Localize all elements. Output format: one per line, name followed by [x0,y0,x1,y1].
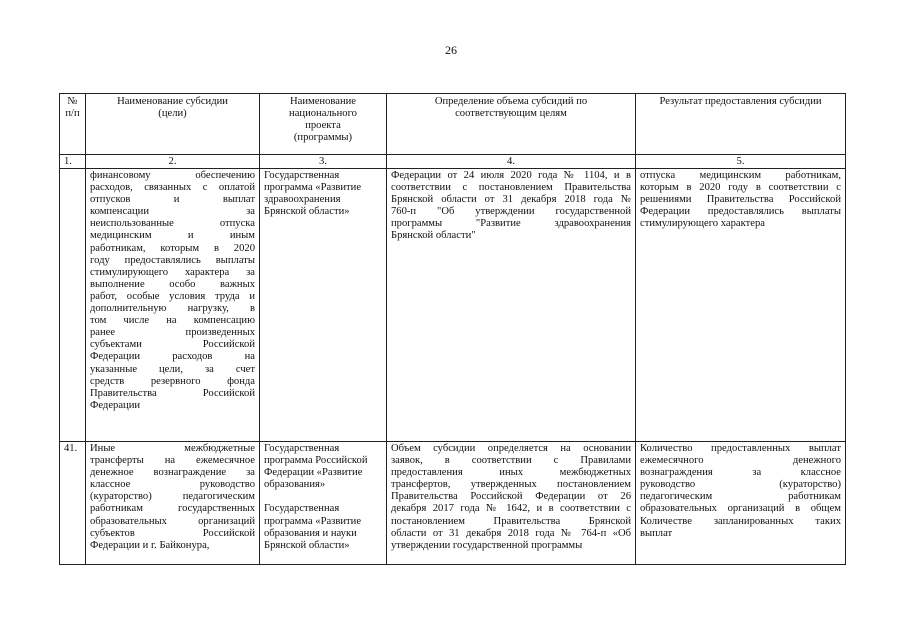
project-name-cell [260,442,387,565]
cell-text-line: субъектов Российской [90,527,255,539]
row-number: 41. [60,442,86,565]
header-project-name [260,94,387,155]
cell-text-line: заявок, в соответствии с Правилами [391,455,631,467]
cell-text-line: Брянской области от 31 декабря 2018 года № [391,194,631,206]
cell-text-line: программа Российской [264,455,368,467]
table-row [60,169,846,442]
cell-text-line: отпусков и выплат [90,194,255,206]
cell-text-line: том числе на компенсацию [90,315,255,327]
cell-text-line: соответствии с постановлением Правительства [391,182,631,194]
cell-text-line: образования и науки [264,527,357,539]
cell-text-line: области от 31 декабря 2018 года № 764-п «Об [391,527,631,539]
cell-text-line: неиспользованные отпуска [90,218,255,230]
column-number: 4. [387,155,636,169]
cell-text-line: расходов, связанных с оплатой [90,182,255,194]
header-text: Результат предоставления субсидии [659,96,822,107]
table-row [60,442,846,565]
cell-text-line: ранее произведенных [90,327,255,339]
project-name-cell [260,169,387,442]
cell-text-line: указанные цели, за счет [90,363,255,375]
column-number-row [60,155,846,169]
cell-text-line: образовательных организаций [90,515,255,527]
cell-text-line: выполнение особо важных [90,278,255,290]
cell-text-line: финансовому обеспечению [90,170,255,181]
cell-text-line: Федерации от 24 июля 2020 года № 1104, и в [391,170,631,181]
cell-text-line: субъектами Российской [90,339,255,351]
cell-text-line: здравоохранения [264,194,341,206]
header-number [60,94,86,155]
cell-text-line: программа «Развитие [264,182,362,194]
cell-text-line: трансфертов, утвержденных постановлением [391,479,631,491]
cell-text-line: выплат [640,527,673,539]
row-number [60,169,86,442]
cell-text-line: Количестве запланированных таких [640,515,841,527]
cell-text-line: руководство (кураторство) [640,479,841,491]
cell-text-line: постановлением Правительства Брянской [391,515,631,527]
subsidy-name-cell [86,442,260,565]
result-cell [636,442,846,565]
cell-text-line: Иные межбюджетные [90,443,255,454]
subsidy-name-cell [86,169,260,442]
header-subsidy-name [86,94,260,155]
cell-text-line: Правительства Российской [90,387,255,399]
cell-text-line: дополнительную нагрузку, в [90,303,255,315]
cell-text-line: средств резервного фонда [90,375,255,387]
page-number: 26 [445,43,457,57]
cell-text-line: денежное вознаграждение за [90,467,255,479]
cell-text-line: педагогическим работникам [640,491,841,503]
header-row [60,94,846,155]
cell-text-line: 760-п "Об утверждении государственной [391,206,631,218]
cell-text-line: Государственная [264,443,340,454]
cell-text-line: декабря 2017 года № 1642, и в соответствии с [391,503,631,515]
cell-text-line: Федерации предоставлялись выплаты [640,206,841,218]
header-text: № п/п [65,96,80,120]
cell-text-line: Государственная [264,170,340,181]
cell-text-line: Правительства Российской Федерации от 26 [391,491,631,503]
cell-text-line: стимулирующего характера за [90,266,255,278]
result-cell [636,169,846,442]
cell-text-line [264,491,382,503]
cell-text-line: предоставления иных межбюджетных [391,467,631,479]
volume-definition-cell [387,442,636,565]
header-text: Наименование субсидии (цели) [117,96,228,120]
cell-text-line: Количество предоставленных выплат [640,443,841,454]
header-result [636,94,846,155]
cell-text-line: Брянской области" [391,230,476,242]
cell-text-line: программа «Развитие [264,515,362,527]
cell-text-line: решениями Правительства Российской [640,194,841,206]
cell-text-line: Брянской области» [264,206,350,218]
column-number: 3. [260,155,387,169]
cell-text-line: Федерации [90,399,141,411]
cell-text-line: Государственная [264,503,340,515]
column-number: 1. [60,155,86,169]
cell-text-line: образования» [264,479,326,491]
header-text: Определение объема субсидий по соответствующим целям [434,96,588,120]
cell-text-line: образовательных организаций в общем [640,503,841,515]
cell-text-line: утверждении государственной программы [391,539,583,551]
cell-text-line: ежемесячного денежного [640,455,841,467]
cell-text-line: работ, особые условия труда и [90,290,255,302]
cell-text-line: Объем субсидии определяется на основании [391,443,631,454]
cell-text-line: году предоставлялись выплаты [90,254,255,266]
cell-text-line: классное руководство [90,479,255,491]
header-text: Наименование национального проекта (программы) [289,96,357,144]
cell-text-line: вознаграждения за классное [640,467,841,479]
volume-definition-cell [387,169,636,442]
cell-text-line: компенсации за [90,206,255,218]
cell-text-line: которым в 2020 году в соответствии с [640,182,841,194]
column-number: 5. [636,155,846,169]
cell-text-line: Федерации и г. Байконура, [90,539,210,551]
cell-text-line: стимулирующего характера [640,218,765,230]
cell-text-line: отпуска медицинским работникам, [640,170,841,181]
cell-text-line: работникам, которым в 2020 [90,242,255,254]
header-volume-definition [387,94,636,155]
cell-text-line: Брянской области» [264,539,350,551]
cell-text-line: Федерации расходов на [90,351,255,363]
cell-text-line: программы "Развитие здравоохранения [391,218,631,230]
cell-text-line: медицинским и иным [90,230,255,242]
cell-text-line: (кураторство) педагогическим [90,491,255,503]
cell-text-line: работникам государственных [90,503,255,515]
column-number: 2. [86,155,260,169]
subsidy-table [59,93,846,565]
cell-text-line: трансферты на ежемесячное [90,455,255,467]
cell-text-line: Федерации «Развитие [264,467,363,479]
